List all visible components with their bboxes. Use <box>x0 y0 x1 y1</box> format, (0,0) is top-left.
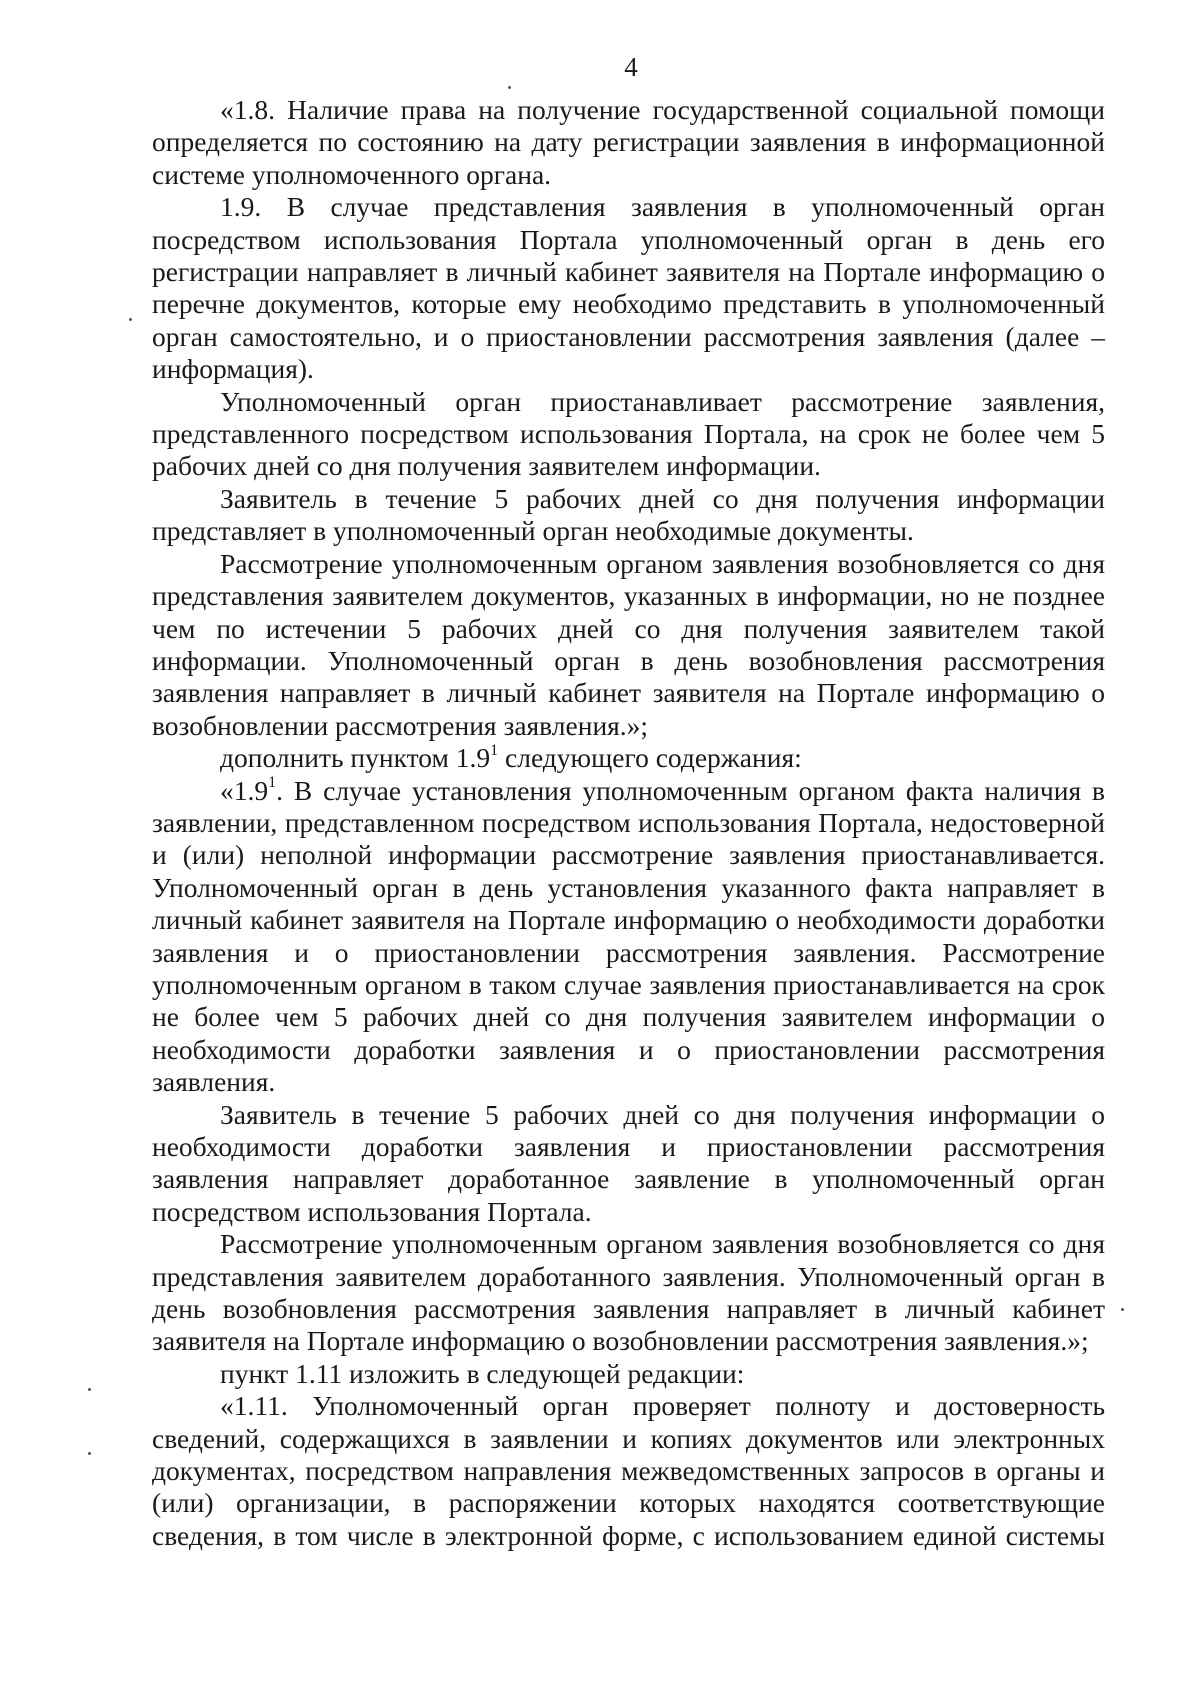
paragraph-resumption: Рассмотрение уполномоченным органом заявления возобновляется со дня представления заявителем документов, указанных в информации, но не позднее чем по истечении 5 рабочих дней со дня получения заявителем такой информации. Уполномоченный орган в день возобновления рассмотрения заявления направляет в личный кабинет заявителя на Портале информацию о возобновлении рассмотрения заявления.»; <box>152 547 1105 741</box>
clause-superscript: 1 <box>268 774 277 792</box>
clause-number: «1.9 <box>220 774 269 806</box>
scan-speck <box>1121 1308 1124 1311</box>
clause-text: . В случае установления уполномоченным органом факта наличия в заявлении, представленном посредством использования Портала, недостоверной и (или) неполной информации рассмотрение заявления приостанавливается. Уполномоченный орган в день установления указанного факта направляет в личный кабинет заявителя на Портале информацию о необходимости доработки заявления и о приостановлении рассмотрения заявления. Рассмотрение уполномоченным органом в таком случае заявления приостанавливается на срок не более чем 5 рабочих дней со дня получения заявителем информации о необходимости доработки заявления и о приостановлении рассмотрения заявления. <box>152 774 1105 1098</box>
add-clause-text-end: следующего содержания: <box>498 742 802 774</box>
paragraph-revised-application: Заявитель в течение 5 рабочих дней со дня получения информации о необходимости доработки заявления и приостановлении рассмотрения заявления направляет доработанное заявление в уполномоченный орган посредством использования Портала. <box>152 1098 1105 1227</box>
document-body <box>152 94 1105 1552</box>
scan-speck <box>508 86 511 89</box>
paragraph-1-8: «1.8. Наличие права на получение государственной социальной помощи определяется по состоянию на дату регистрации заявления в информационной системе уполномоченного органа. <box>152 94 1105 190</box>
paragraph-add-clause <box>152 742 1105 774</box>
add-clause-text: дополнить пунктом 1.9 <box>220 742 491 774</box>
paragraph-1-9: 1.9. В случае представления заявления в уполномоченный орган посредством использования Портала уполномоченный орган в день его регистрации направляет в личный кабинет заявителя на Портале информацию о перечне документов, которые ему необходимо представить в уполномоченный орган самостоятельно, и о приостановлении рассмотрения заявления (далее – информация). <box>152 191 1105 385</box>
paragraph-1-11: «1.11. Уполномоченный орган проверяет полноту и достоверность сведений, содержащихся в заявлении и копиях документов или электронных документах, посредством направления межведомственных запросов в органы и (или) организации, в распоряжении которых находятся соответствующие сведения, в том числе в электронной форме, с использованием единой системы <box>152 1390 1105 1551</box>
paragraph-applicant-documents: Заявитель в течение 5 рабочих дней со дня получения информации представляет в уполномоченный орган необходимые документы. <box>152 482 1105 547</box>
scan-speck <box>88 1388 91 1391</box>
add-clause-superscript: 1 <box>490 741 499 759</box>
page-number: 4 <box>624 52 638 82</box>
paragraph-revised-resumption: Рассмотрение уполномоченным органом заявления возобновляется со дня представления заявителем доработанного заявления. Уполномоченный орган в день возобновления рассмотрения заявления направляет в личный кабинет заявителя на Портале информацию о возобновлении рассмотрения заявления.»; <box>152 1228 1105 1357</box>
scan-speck <box>129 318 132 321</box>
scan-speck <box>88 1452 91 1455</box>
paragraph-suspension: Уполномоченный орган приостанавливает рассмотрение заявления, представленного посредством использования Портала, на срок не более чем 5 рабочих дней со дня получения заявителем информации. <box>152 385 1105 482</box>
paragraph-item-1-11-intro: пункт 1.11 изложить в следующей редакции: <box>220 1357 745 1389</box>
paragraph-1-9-1 <box>152 775 1105 1099</box>
